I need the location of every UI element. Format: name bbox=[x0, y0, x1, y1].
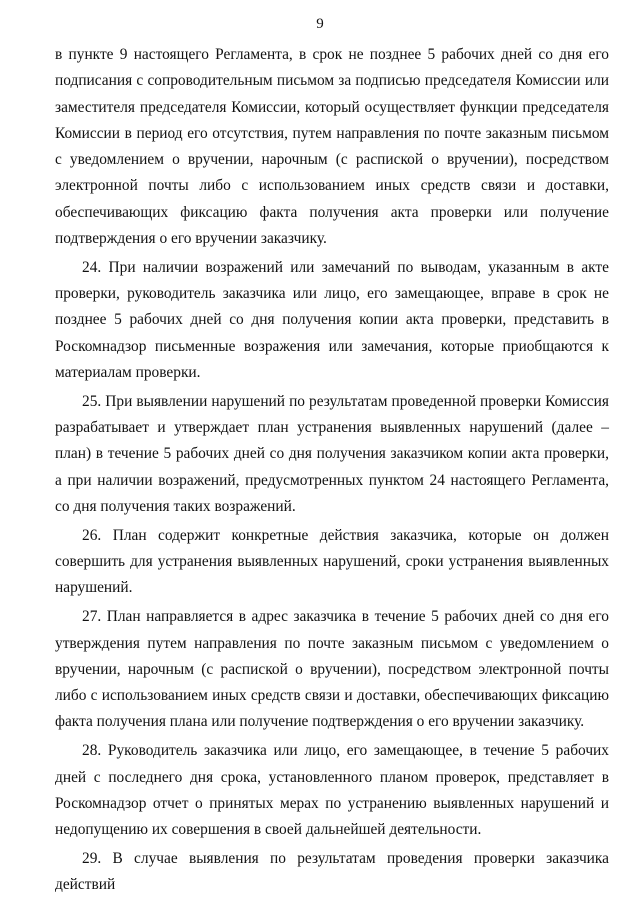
paragraph-26: 26. План содержит конкретные действия заказчика, которые он должен совершить для устранения выявленных нарушений, сроки устранения выявленных нарушений. bbox=[55, 526, 609, 597]
page-number: 9 bbox=[316, 16, 324, 32]
paragraph-continued: в пункте 9 настоящего Регламента, в срок не позднее 5 рабочих дней со дня его подписания с сопроводительным письмом за подписью председателя Комиссии или заместителя председателя Комиссии, который осуществляет функции председателя Комиссии в период его отсутствия, путем направления по почте заказным письмом с уведомлением о вручении, нарочным (с распиской о вручении), посредством электронной почты либо с использованием иных средств связи и доставки, обеспечивающих фиксацию факта получения акта проверки или получение подтверждения о его вручении заказчику. bbox=[55, 46, 609, 248]
paragraph-27: 27. План направляется в адрес заказчика в течение 5 рабочих дней со дня его утверждения путем направления по почте заказным письмом с уведомлением о вручении, нарочным (с распиской о вручении), посредством электронной почты либо с использованием иных средств связи и доставки, обеспечивающих фиксацию факта получения плана или получение подтверждения о его вручении заказчику. bbox=[55, 608, 609, 731]
paragraph-29: 29. В случае выявления по результатам проведения проверки заказчика действий bbox=[55, 849, 609, 894]
paragraph-25: 25. При выявлении нарушений по результатам проведенной проверки Комиссия разрабатывает и утверждает план устранения выявленных нарушений (далее – план) в течение 5 рабочих дней со дня получения заказчиком копии акта проверки, а при наличии возражений, предусмотренных пунктом 24 настоящего Регламента, со дня получения таких возражений. bbox=[55, 392, 609, 516]
paragraph-28: 28. Руководитель заказчика или лицо, его замещающее, в течение 5 рабочих дней с последнего дня срока, установленного планом проверок, представляет в Роскомнадзор отчет о принятых мерах по устранению выявленных нарушений и недопущению их совершения в своей дальнейшей деятельности. bbox=[55, 742, 609, 839]
paragraph-24: 24. При наличии возражений или замечаний по выводам, указанным в акте проверки, руководитель заказчика или лицо, его замещающее, вправе в срок не позднее 5 рабочих дней со дня получения копии акта проверки, представить в Роскомнадзор письменные возражения или замечания, которые приобщаются к материалам проверки. bbox=[55, 258, 609, 382]
document-body bbox=[55, 42, 609, 901]
